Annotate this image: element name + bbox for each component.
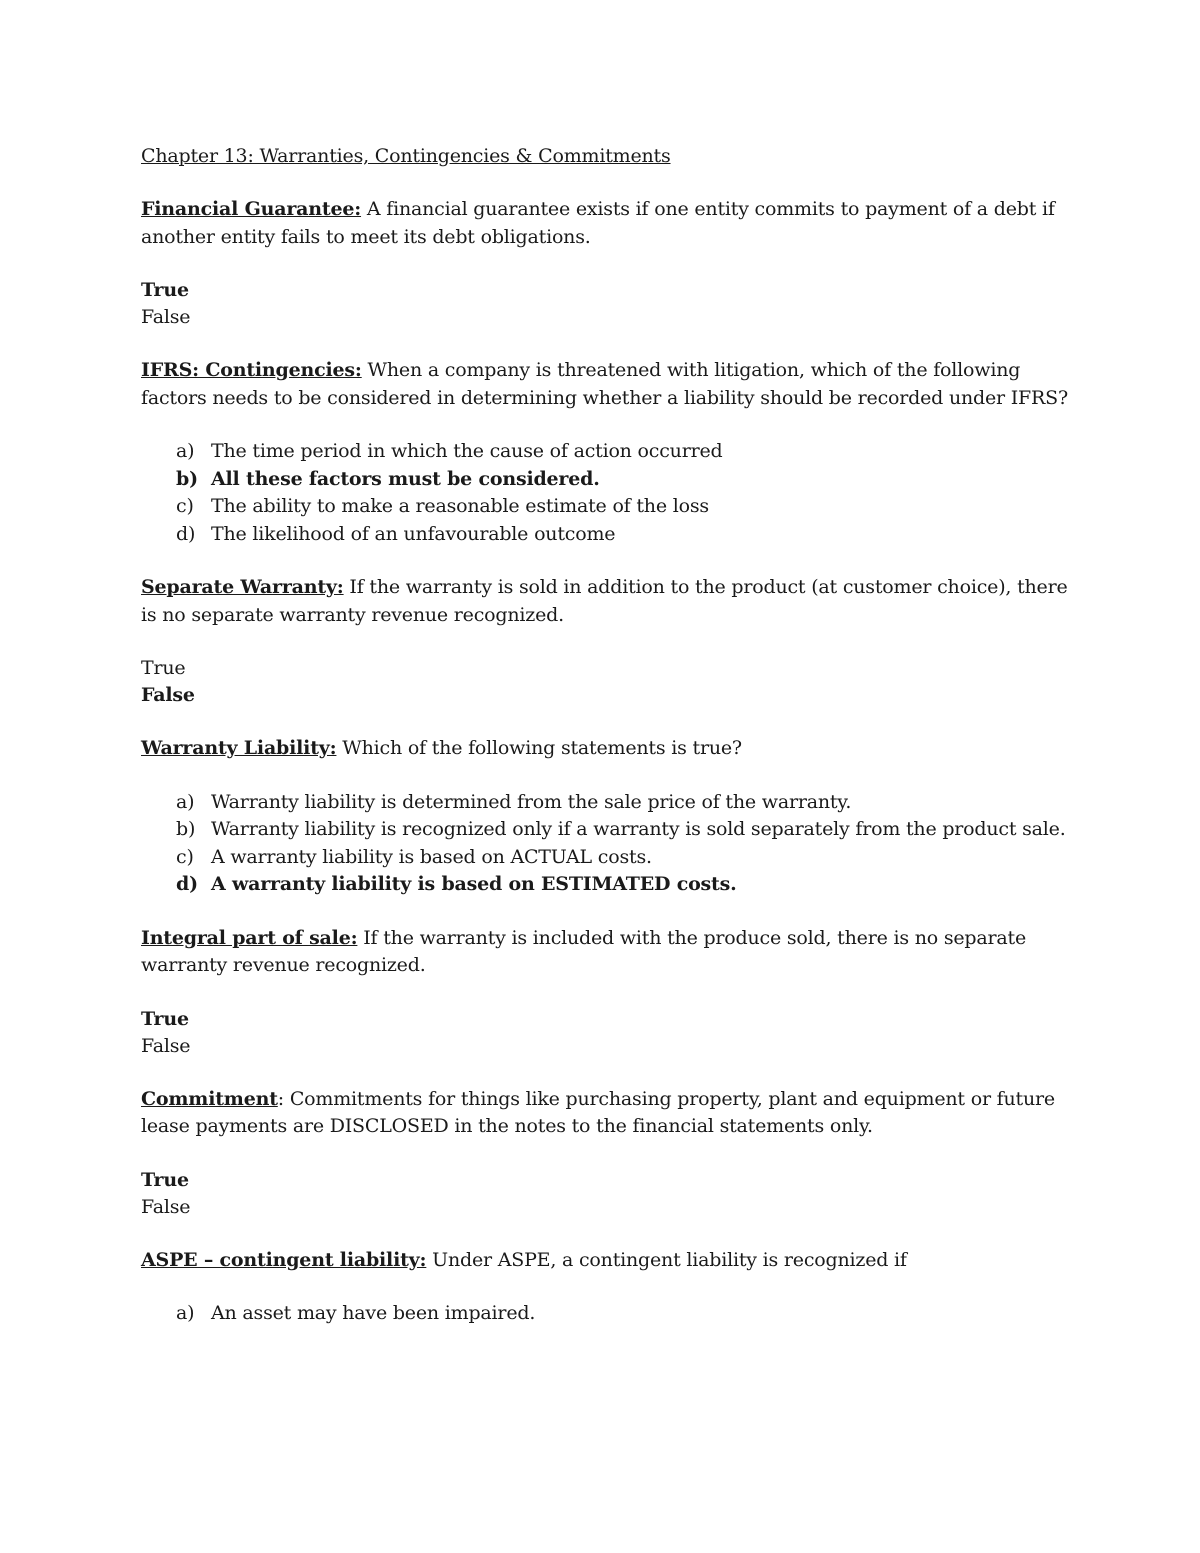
question-term: IFRS: Contingencies: — [141, 359, 362, 381]
option-text: A warranty liability is based on ACTUAL costs. — [211, 845, 652, 868]
question-term: Financial Guarantee: — [141, 198, 362, 220]
answer-true-correct: True — [141, 1007, 189, 1030]
option-a — [141, 1300, 1071, 1328]
answer-true-correct: True — [141, 1168, 189, 1191]
option-a — [141, 789, 1071, 817]
option-letter: d) — [176, 522, 196, 545]
option-letter: a) — [176, 790, 195, 813]
answer-true-correct: True — [141, 279, 189, 301]
option-text: Warranty liability is determined from the sale price of the warranty. — [211, 790, 852, 813]
option-text: A warranty liability is based on ESTIMATED costs. — [211, 873, 737, 895]
option-text: All these factors must be considered. — [211, 467, 600, 490]
question-term: Commitment — [141, 1087, 278, 1110]
answer-false: False — [141, 306, 191, 328]
question-separate-warranty — [141, 574, 1071, 629]
option-b-correct — [141, 466, 1071, 494]
option-letter: a) — [176, 440, 195, 462]
answer-true: True — [141, 657, 186, 679]
question-integral-part-of-sale — [141, 925, 1071, 980]
question-text: : Commitments for things like purchasing property, plant and equipment or future lease payments are DISCLOSED in the notes to the financial statements only. — [141, 1087, 1055, 1137]
question-commitment — [141, 1086, 1071, 1141]
option-letter: a) — [176, 1302, 195, 1324]
question-aspe-contingent-liability — [141, 1247, 1071, 1275]
option-letter: b) — [176, 467, 198, 490]
question-term: Separate Warranty: — [141, 576, 344, 598]
question-text: If the warranty is included with the produce sold, there is no separate warranty revenue recognized. — [141, 926, 1027, 976]
option-letter: c) — [176, 495, 194, 517]
option-text: The ability to make a reasonable estimate of the loss — [211, 495, 709, 517]
question-text: Which of the following statements is true? — [336, 737, 742, 759]
question-financial-guarantee — [141, 196, 1071, 251]
question-warranty-liability — [141, 735, 1071, 763]
option-text: Warranty liability is recognized only if a warranty is sold separately from the product sale. — [211, 818, 1066, 840]
option-letter: b) — [176, 818, 196, 840]
option-d — [141, 521, 1071, 549]
question-ifrs-contingencies — [141, 357, 1071, 412]
answer-false: False — [141, 1034, 191, 1057]
question-text: A financial guarantee exists if one entity commits to payment of a debt if another entity fails to meet its debt obligations. — [141, 198, 1055, 248]
option-text: The time period in which the cause of action occurred — [211, 440, 723, 462]
option-text: An asset may have been impaired. — [211, 1302, 536, 1324]
option-b — [141, 816, 1071, 844]
answer-false-correct: False — [141, 684, 195, 706]
option-d-correct — [141, 871, 1071, 899]
page-title: Chapter 13: Warranties, Contingencies & Commitments — [141, 145, 671, 167]
question-text: If the warranty is sold in addition to the product (at customer choice), there is no separate warranty revenue recognized. — [141, 576, 1068, 626]
question-text: Under ASPE, a contingent liability is recognized if — [426, 1248, 907, 1271]
option-c — [141, 493, 1071, 521]
question-text: When a company is threatened with litigation, which of the following factors needs to be considered in determining whether a liability should be recorded under IFRS? — [141, 359, 1068, 409]
option-letter: d) — [176, 873, 198, 895]
document-content — [141, 143, 1071, 1328]
question-term: Warranty Liability: — [141, 737, 337, 759]
option-c — [141, 844, 1071, 872]
option-text: The likelihood of an unfavourable outcome — [211, 522, 616, 545]
option-letter: c) — [176, 845, 194, 868]
question-term: ASPE – contingent liability: — [141, 1248, 427, 1271]
answer-false: False — [141, 1195, 191, 1218]
option-a — [141, 438, 1071, 466]
question-term: Integral part of sale: — [141, 926, 358, 949]
